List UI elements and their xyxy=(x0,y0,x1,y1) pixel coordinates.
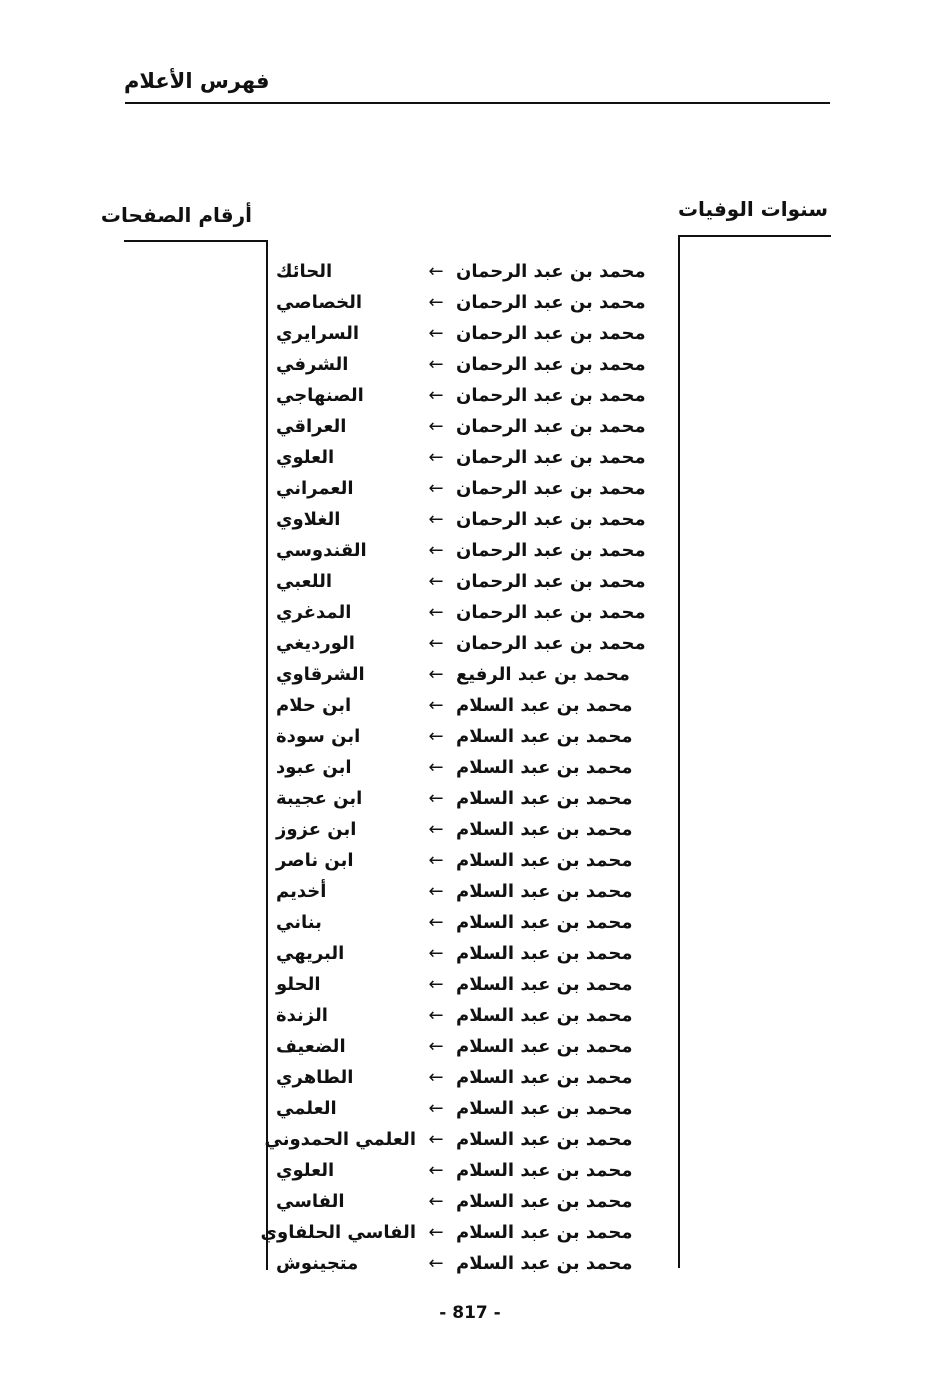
index-entry xyxy=(276,969,676,1000)
entry-given-name: محمد بن عبد السلام xyxy=(456,1005,633,1026)
entry-surname: الورديغي xyxy=(276,633,355,654)
entry-surname: اللعبي xyxy=(276,571,332,592)
entry-given-name: محمد بن عبد الرحمان xyxy=(456,478,646,499)
entry-given-name: محمد بن عبد الرحمان xyxy=(456,292,646,313)
entry-surname: ابن عجيبة xyxy=(276,788,363,809)
index-entry xyxy=(260,1217,676,1248)
index-entry xyxy=(264,1124,676,1155)
arrow-left-icon: ← xyxy=(428,261,444,282)
entry-given-name: محمد بن عبد السلام xyxy=(456,1129,633,1150)
entry-given-name: محمد بن عبد السلام xyxy=(456,1067,633,1088)
entry-surname: الضعيف xyxy=(276,1036,346,1057)
index-entry xyxy=(276,349,676,380)
arrow-left-icon: ← xyxy=(428,509,444,530)
entry-surname: الحائك xyxy=(276,261,333,282)
entry-surname: القندوسي xyxy=(276,540,367,561)
index-entry xyxy=(276,814,676,845)
arrow-left-icon: ← xyxy=(428,540,444,561)
arrow-left-icon: ← xyxy=(428,447,444,468)
index-entry xyxy=(276,659,676,690)
arrow-left-icon: ← xyxy=(428,1098,444,1119)
page-header-title: فهرس الأعلام xyxy=(124,69,270,93)
entry-surname: الفاسي xyxy=(276,1191,345,1212)
index-entry xyxy=(276,566,676,597)
entry-given-name: محمد بن عبد السلام xyxy=(456,1160,633,1181)
arrow-left-icon: ← xyxy=(428,912,444,933)
arrow-left-icon: ← xyxy=(428,1036,444,1057)
arrow-left-icon: ← xyxy=(428,726,444,747)
header-divider xyxy=(125,102,830,104)
death-years-column-label: سنوات الوفيات xyxy=(677,197,828,221)
entry-given-name: محمد بن عبد السلام xyxy=(456,1253,633,1274)
arrow-left-icon: ← xyxy=(428,819,444,840)
arrow-left-icon: ← xyxy=(428,881,444,902)
entry-surname: متجينوش xyxy=(276,1253,359,1274)
entry-given-name: محمد بن عبد السلام xyxy=(456,695,633,716)
page-number: - 817 - xyxy=(439,1303,501,1323)
entry-surname: ابن عبود xyxy=(276,757,352,778)
page-numbers-column-rule xyxy=(124,240,268,242)
entry-surname: السرايري xyxy=(276,323,360,344)
entry-surname: بناني xyxy=(276,912,322,933)
arrow-left-icon: ← xyxy=(428,664,444,685)
entry-surname: الشرقاوي xyxy=(276,664,365,685)
arrow-left-icon: ← xyxy=(428,1191,444,1212)
entry-given-name: محمد بن عبد الرحمان xyxy=(456,602,646,623)
arrow-left-icon: ← xyxy=(428,1160,444,1181)
index-entry xyxy=(276,876,676,907)
arrow-left-icon: ← xyxy=(428,1067,444,1088)
index-entry xyxy=(276,256,676,287)
entry-given-name: محمد بن عبد الرحمان xyxy=(456,261,646,282)
index-entry xyxy=(276,845,676,876)
entry-surname: ابن حلام xyxy=(276,695,352,716)
index-entry xyxy=(276,318,676,349)
arrow-left-icon: ← xyxy=(428,1253,444,1274)
entry-given-name: محمد بن عبد الرحمان xyxy=(456,540,646,561)
entry-given-name: محمد بن عبد السلام xyxy=(456,881,633,902)
entry-given-name: محمد بن عبد السلام xyxy=(456,1036,633,1057)
index-entry xyxy=(276,907,676,938)
index-entry xyxy=(276,380,676,411)
index-entry xyxy=(276,411,676,442)
entry-surname: الحلو xyxy=(276,974,321,995)
entry-given-name: محمد بن عبد الرفيع xyxy=(456,664,630,685)
arrow-left-icon: ← xyxy=(428,385,444,406)
entry-given-name: محمد بن عبد السلام xyxy=(456,819,633,840)
entry-given-name: محمد بن عبد الرحمان xyxy=(456,447,646,468)
index-entry-list xyxy=(260,256,676,1279)
entry-given-name: محمد بن عبد الرحمان xyxy=(456,416,646,437)
arrow-left-icon: ← xyxy=(428,1129,444,1150)
index-entry xyxy=(276,287,676,318)
entry-surname: العلمي الحمدوني xyxy=(264,1129,416,1150)
entry-surname: العراقي xyxy=(276,416,347,437)
arrow-left-icon: ← xyxy=(428,850,444,871)
entry-given-name: محمد بن عبد السلام xyxy=(456,1191,633,1212)
arrow-left-icon: ← xyxy=(428,757,444,778)
arrow-left-icon: ← xyxy=(428,788,444,809)
arrow-left-icon: ← xyxy=(428,974,444,995)
index-entry xyxy=(276,504,676,535)
arrow-left-icon: ← xyxy=(428,633,444,654)
entry-surname: الشرفي xyxy=(276,354,349,375)
entry-surname: الطاهري xyxy=(276,1067,354,1088)
entry-surname: ابن عزوز xyxy=(276,819,357,840)
entry-given-name: محمد بن عبد الرحمان xyxy=(456,571,646,592)
index-entry xyxy=(276,535,676,566)
arrow-left-icon: ← xyxy=(428,323,444,344)
arrow-left-icon: ← xyxy=(428,478,444,499)
index-entry xyxy=(276,628,676,659)
entry-surname: الخصاصي xyxy=(276,292,363,313)
entry-surname: الصنهاجي xyxy=(276,385,364,406)
death-years-column-border xyxy=(678,235,680,1268)
entry-surname: العلوي xyxy=(276,447,335,468)
entry-surname: الزندة xyxy=(276,1005,328,1026)
index-entry xyxy=(276,1186,676,1217)
death-years-column-rule xyxy=(678,235,831,237)
entry-surname: ابن سودة xyxy=(276,726,361,747)
arrow-left-icon: ← xyxy=(428,292,444,313)
entry-surname: أخديم xyxy=(276,881,327,902)
entry-given-name: محمد بن عبد السلام xyxy=(456,1098,633,1119)
entry-given-name: محمد بن عبد السلام xyxy=(456,1222,633,1243)
entry-given-name: محمد بن عبد الرحمان xyxy=(456,323,646,344)
entry-given-name: محمد بن عبد السلام xyxy=(456,974,633,995)
arrow-left-icon: ← xyxy=(428,1005,444,1026)
entry-given-name: محمد بن عبد الرحمان xyxy=(456,509,646,530)
arrow-left-icon: ← xyxy=(428,695,444,716)
index-entry xyxy=(276,721,676,752)
index-entry xyxy=(276,1155,676,1186)
index-entry xyxy=(276,1062,676,1093)
page-numbers-column-border xyxy=(266,240,268,1270)
entry-given-name: محمد بن عبد السلام xyxy=(456,788,633,809)
index-entry xyxy=(276,1000,676,1031)
index-entry xyxy=(276,597,676,628)
entry-surname: الفاسي الحلفاوي xyxy=(260,1222,416,1243)
entry-surname: ابن ناصر xyxy=(276,850,354,871)
entry-surname: العلمي xyxy=(276,1098,337,1119)
page-numbers-column-label: أرقام الصفحات xyxy=(100,203,252,227)
index-entry xyxy=(276,1248,676,1279)
arrow-left-icon: ← xyxy=(428,1222,444,1243)
index-entry xyxy=(276,783,676,814)
arrow-left-icon: ← xyxy=(428,354,444,375)
entry-surname: الغلاوي xyxy=(276,509,341,530)
entry-given-name: محمد بن عبد السلام xyxy=(456,850,633,871)
index-entry xyxy=(276,690,676,721)
index-entry xyxy=(276,752,676,783)
entry-given-name: محمد بن عبد السلام xyxy=(456,943,633,964)
arrow-left-icon: ← xyxy=(428,943,444,964)
index-entry xyxy=(276,1031,676,1062)
entry-surname: البريهي xyxy=(276,943,345,964)
arrow-left-icon: ← xyxy=(428,416,444,437)
entry-surname: المدغري xyxy=(276,602,352,623)
entry-given-name: محمد بن عبد السلام xyxy=(456,912,633,933)
arrow-left-icon: ← xyxy=(428,571,444,592)
entry-given-name: محمد بن عبد الرحمان xyxy=(456,354,646,375)
entry-surname: العلوي xyxy=(276,1160,335,1181)
entry-surname: العمراني xyxy=(276,478,354,499)
index-entry xyxy=(276,473,676,504)
index-entry xyxy=(276,938,676,969)
entry-given-name: محمد بن عبد السلام xyxy=(456,757,633,778)
entry-given-name: محمد بن عبد الرحمان xyxy=(456,633,646,654)
index-entry xyxy=(276,442,676,473)
entry-given-name: محمد بن عبد الرحمان xyxy=(456,385,646,406)
entry-given-name: محمد بن عبد السلام xyxy=(456,726,633,747)
index-entry xyxy=(276,1093,676,1124)
arrow-left-icon: ← xyxy=(428,602,444,623)
